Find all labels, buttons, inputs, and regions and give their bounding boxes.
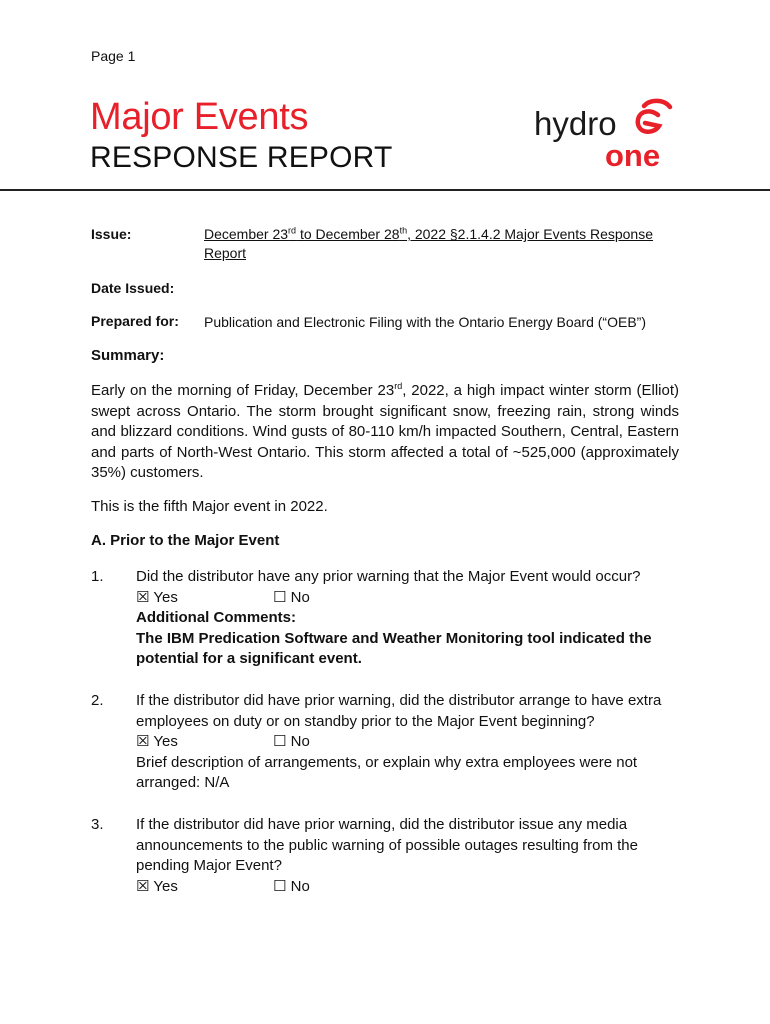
question-number: 3. [91,816,104,833]
hydro-one-logo [532,93,682,173]
logo-swirl-icon [638,101,670,132]
question-3 [91,815,691,900]
no-checkbox[interactable]: ☐ No [273,877,310,895]
report-subtitle: RESPONSE REPORT [90,141,393,174]
no-checkbox[interactable]: ☐ No [273,588,310,606]
question-number: 2. [91,692,104,709]
comments-label: Additional Comments: [136,609,296,626]
logo-word-one: one [605,138,661,173]
question-number: 1. [91,568,104,585]
logo-word-hydro: hydro [534,105,617,142]
date-issued-label: Date Issued: [91,280,175,296]
comments-text: The IBM Predication Software and Weather Monitoring tool indicated the potential for a significant event. [136,629,652,667]
question-1 [91,567,691,677]
issue-label: Issue: [91,226,132,242]
page-number: Page 1 [91,48,136,64]
question-text: If the distributor did have prior warning, did the distributor issue any media announcements to the public warning of possible outages resulting from the pending Major Event? [136,816,638,874]
prepared-for-label: Prepared for: [91,313,179,329]
question-text: Did the distributor have any prior warning that the Major Event would occur? [136,568,641,585]
section-a-heading: A. Prior to the Major Event [91,532,280,549]
prepared-for-value: Publication and Electronic Filing with the Ontario Energy Board (“OEB”) [204,314,646,330]
summary-text: Early on the morning of Friday, December 23rd, 2022, a high impact winter storm (Elliot) swept across Ontario. The storm brought significant snow, freezing rain, strong winds and blizzard conditions. Wind gusts of 80-110 km/h impacted Southern, Central, Eastern and parts of North-West Ontario. This storm affected a total of ~525,000 (approximately 35%) customers. [91,381,679,482]
question-2 [91,691,691,796]
report-title: Major Events [90,96,309,138]
yes-checkbox[interactable]: ☒ Yes [136,588,178,606]
header-divider [0,189,770,191]
issue-value: December 23rd to December 28th, 2022 §2.1.4.2 Major Events Response Report [204,225,654,261]
arrangements-description: Brief description of arrangements, or explain why extra employees were not arranged: N/A [136,753,638,791]
fifth-event-note: This is the fifth Major event in 2022. [91,498,328,515]
yes-checkbox[interactable]: ☒ Yes [136,877,178,895]
summary-heading: Summary: [91,347,165,364]
no-checkbox[interactable]: ☐ No [273,733,310,750]
yes-checkbox[interactable]: ☒ Yes [136,733,178,750]
question-text: If the distributor did have prior warning, did the distributor arrange to have extra employees on duty or on standby prior to the Major Event beginning? [136,692,662,730]
